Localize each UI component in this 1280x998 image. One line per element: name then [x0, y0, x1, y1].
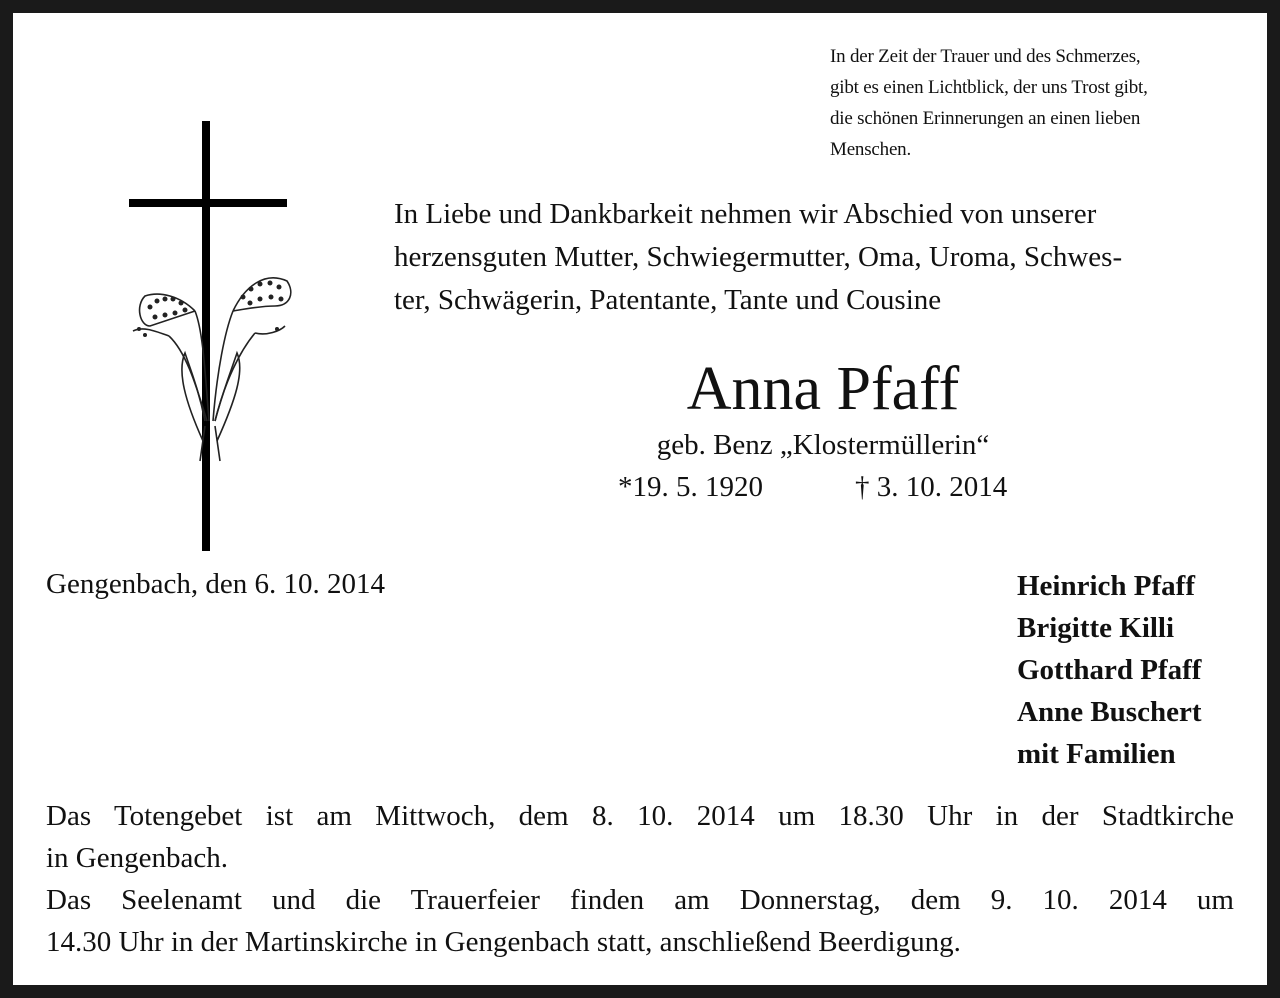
obituary-notice — [13, 13, 1267, 985]
mourners-list — [1017, 565, 1257, 775]
death-date: † 3. 10. 2014 — [855, 471, 1008, 503]
quote-text — [830, 41, 1250, 165]
deceased-name: Anna Pfaff — [686, 355, 960, 423]
quote-line: In der Zeit der Trauer und des Schmerzes, — [830, 46, 1141, 67]
mourner-name: mit Familien — [1017, 738, 1176, 770]
quote-line: Menschen. — [830, 139, 912, 160]
notice-line: Das Totengebet ist am Mittwoch, dem 8. 10. 2014 um 18.30 Uhr in der Stadtkirche — [46, 800, 1234, 832]
cross-with-wheat-icon — [125, 121, 295, 551]
intro-text — [394, 193, 1244, 322]
place-date: Gengenbach, den 6. 10. 2014 — [46, 568, 386, 600]
service-notice — [46, 795, 1234, 963]
mourner-name: Anne Buschert — [1017, 696, 1202, 728]
mourner-name: Heinrich Pfaff — [1017, 570, 1195, 602]
notice-line: 14.30 Uhr in der Martinskirche in Gengenbach statt, anschließend Beerdigung. — [46, 926, 961, 958]
notice-line: Das Seelenamt und die Trauerfeier finden am Donnerstag, dem 9. 10. 2014 um — [46, 884, 1234, 916]
intro-line: herzensguten Mutter, Schwiegermutter, Oma, Uroma, Schwes- — [394, 241, 1123, 273]
quote-line: die schönen Erinnerungen an einen lieben — [830, 108, 1141, 129]
mourner-name: Gotthard Pfaff — [1017, 654, 1202, 686]
intro-line: ter, Schwägerin, Patentante, Tante und Cousine — [394, 284, 942, 316]
maiden-name: geb. Benz „Klostermüllerin“ — [656, 429, 990, 461]
notice-line: in Gengenbach. — [46, 842, 228, 874]
intro-line: In Liebe und Dankbarkeit nehmen wir Abschied von unserer — [394, 198, 1097, 230]
quote-line: gibt es einen Lichtblick, der uns Trost gibt, — [830, 77, 1148, 98]
mourner-name: Brigitte Killi — [1017, 612, 1175, 644]
birth-date: *19. 5. 1920 — [618, 471, 763, 503]
